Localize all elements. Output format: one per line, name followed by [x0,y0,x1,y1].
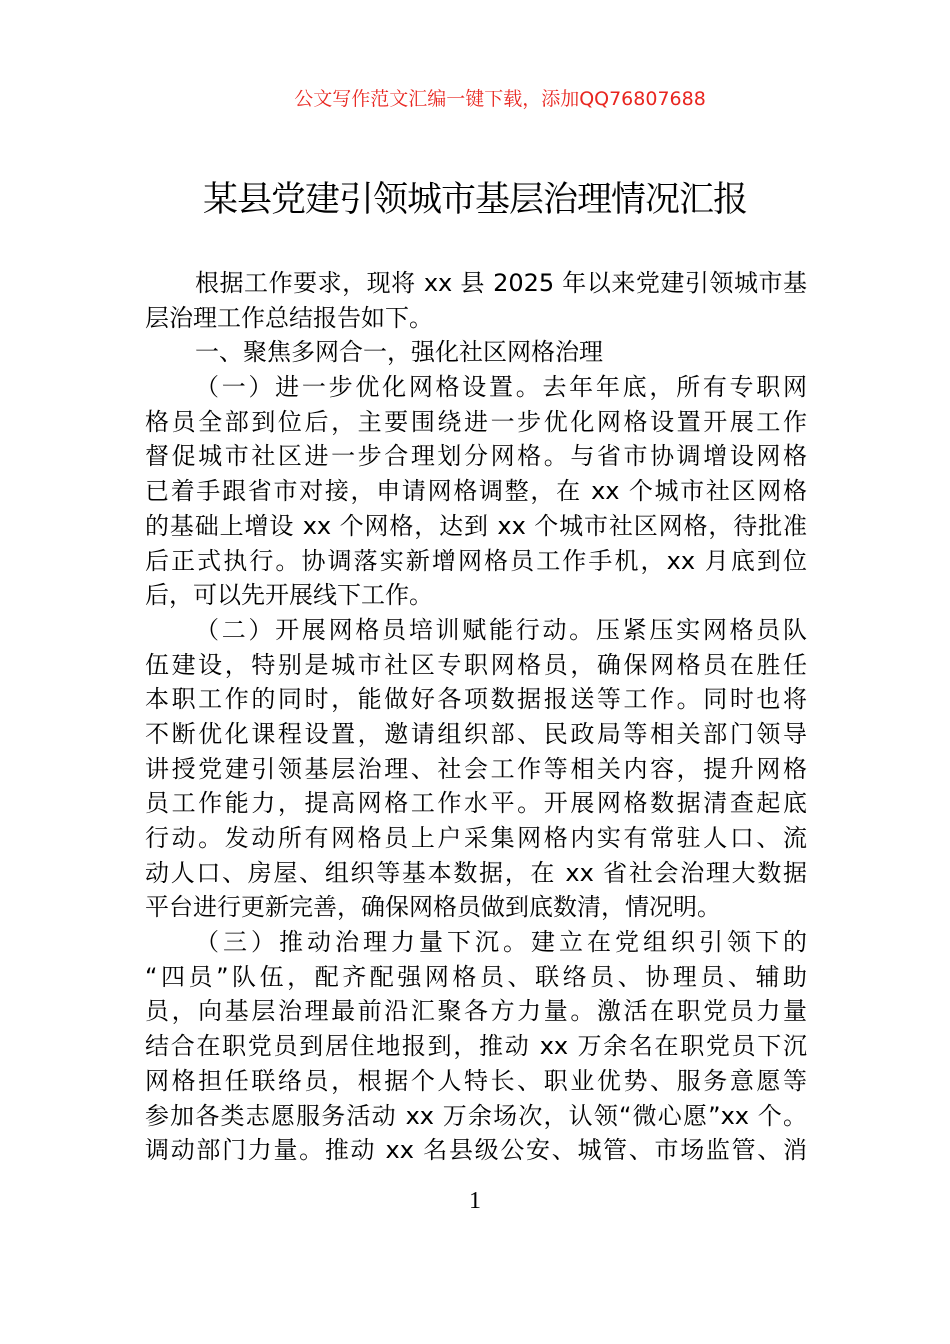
text-line: 动人口、房屋、组织等基本数据，在 xx 省社会治理大数据 [145,858,807,887]
text-line: 已着手跟省市对接，申请网格调整，在 xx 个城市社区网格 [145,477,807,506]
text-line: 的基础上增设 xx 个网格，达到 xx 个城市社区网格，待批准 [145,511,807,540]
text-line: “四员”队伍，配齐配强网格员、联络员、协理员、辅助 [145,962,807,991]
text-line: （一）进一步优化网格设置。去年年底，所有专职网 [195,373,807,402]
text-line: 后正式执行。协调落实新增网格员工作手机，xx 月底到位 [145,546,807,575]
text-line: 参加各类志愿服务活动 xx 万余场次，认领“微心愿”xx 个。 [145,1101,807,1130]
text-line: 调动部门力量。推动 xx 名县级公安、城管、市场监管、消 [145,1136,807,1165]
page-number: 1 [469,1188,481,1214]
text-line: 层治理工作总结报告如下。 [145,303,433,332]
text-line: 员工作能力，提高网格工作水平。开展网格数据清查起底 [145,789,807,818]
document-body [145,266,807,1168]
text-line: 一、聚焦多网合一，强化社区网格治理 [195,338,603,367]
text-line: 讲授党建引领基层治理、社会工作等相关内容，提升网格 [145,754,807,783]
text-line: （三）推动治理力量下沉。建立在党组织引领下的 [195,928,807,957]
text-line: 后，可以先开展线下工作。 [145,581,433,610]
text-line: 员，向基层治理最前沿汇聚各方力量。激活在职党员力量 [145,997,807,1026]
text-line: 本职工作的同时，能做好各项数据报送等工作。同时也将 [145,685,807,714]
text-line: 平台进行更新完善，确保网格员做到底数清，情况明。 [145,893,721,922]
text-line: （二）开展网格员培训赋能行动。压紧压实网格员队 [195,615,807,644]
text-line: 伍建设，特别是城市社区专职网格员，确保网格员在胜任 [145,650,807,679]
text-line: 根据工作要求，现将 xx 县 2025 年以来党建引领城市基 [195,269,807,297]
text-line: 行动。发动所有网格员上户采集网格内实有常驻人口、流 [145,824,807,852]
text-line: 结合在职党员到居住地报到，推动 xx 万余名在职党员下沉 [145,1032,807,1061]
text-line: 网格担任联络员，根据个人特长、职业优势、服务意愿等 [145,1066,807,1095]
text-line: 督促城市社区进一步合理划分网格。与省市协调增设网格 [145,442,807,471]
text-line: 不断优化课程设置，邀请组织部、民政局等相关部门领导 [145,719,807,748]
download-banner-link[interactable]: 公文写作范文汇编一键下载，添加QQ76807688 [294,88,706,110]
text-line: 格员全部到位后，主要围绕进一步优化网格设置开展工作 [145,407,807,436]
document-title: 某县党建引领城市基层治理情况汇报 [202,180,747,220]
